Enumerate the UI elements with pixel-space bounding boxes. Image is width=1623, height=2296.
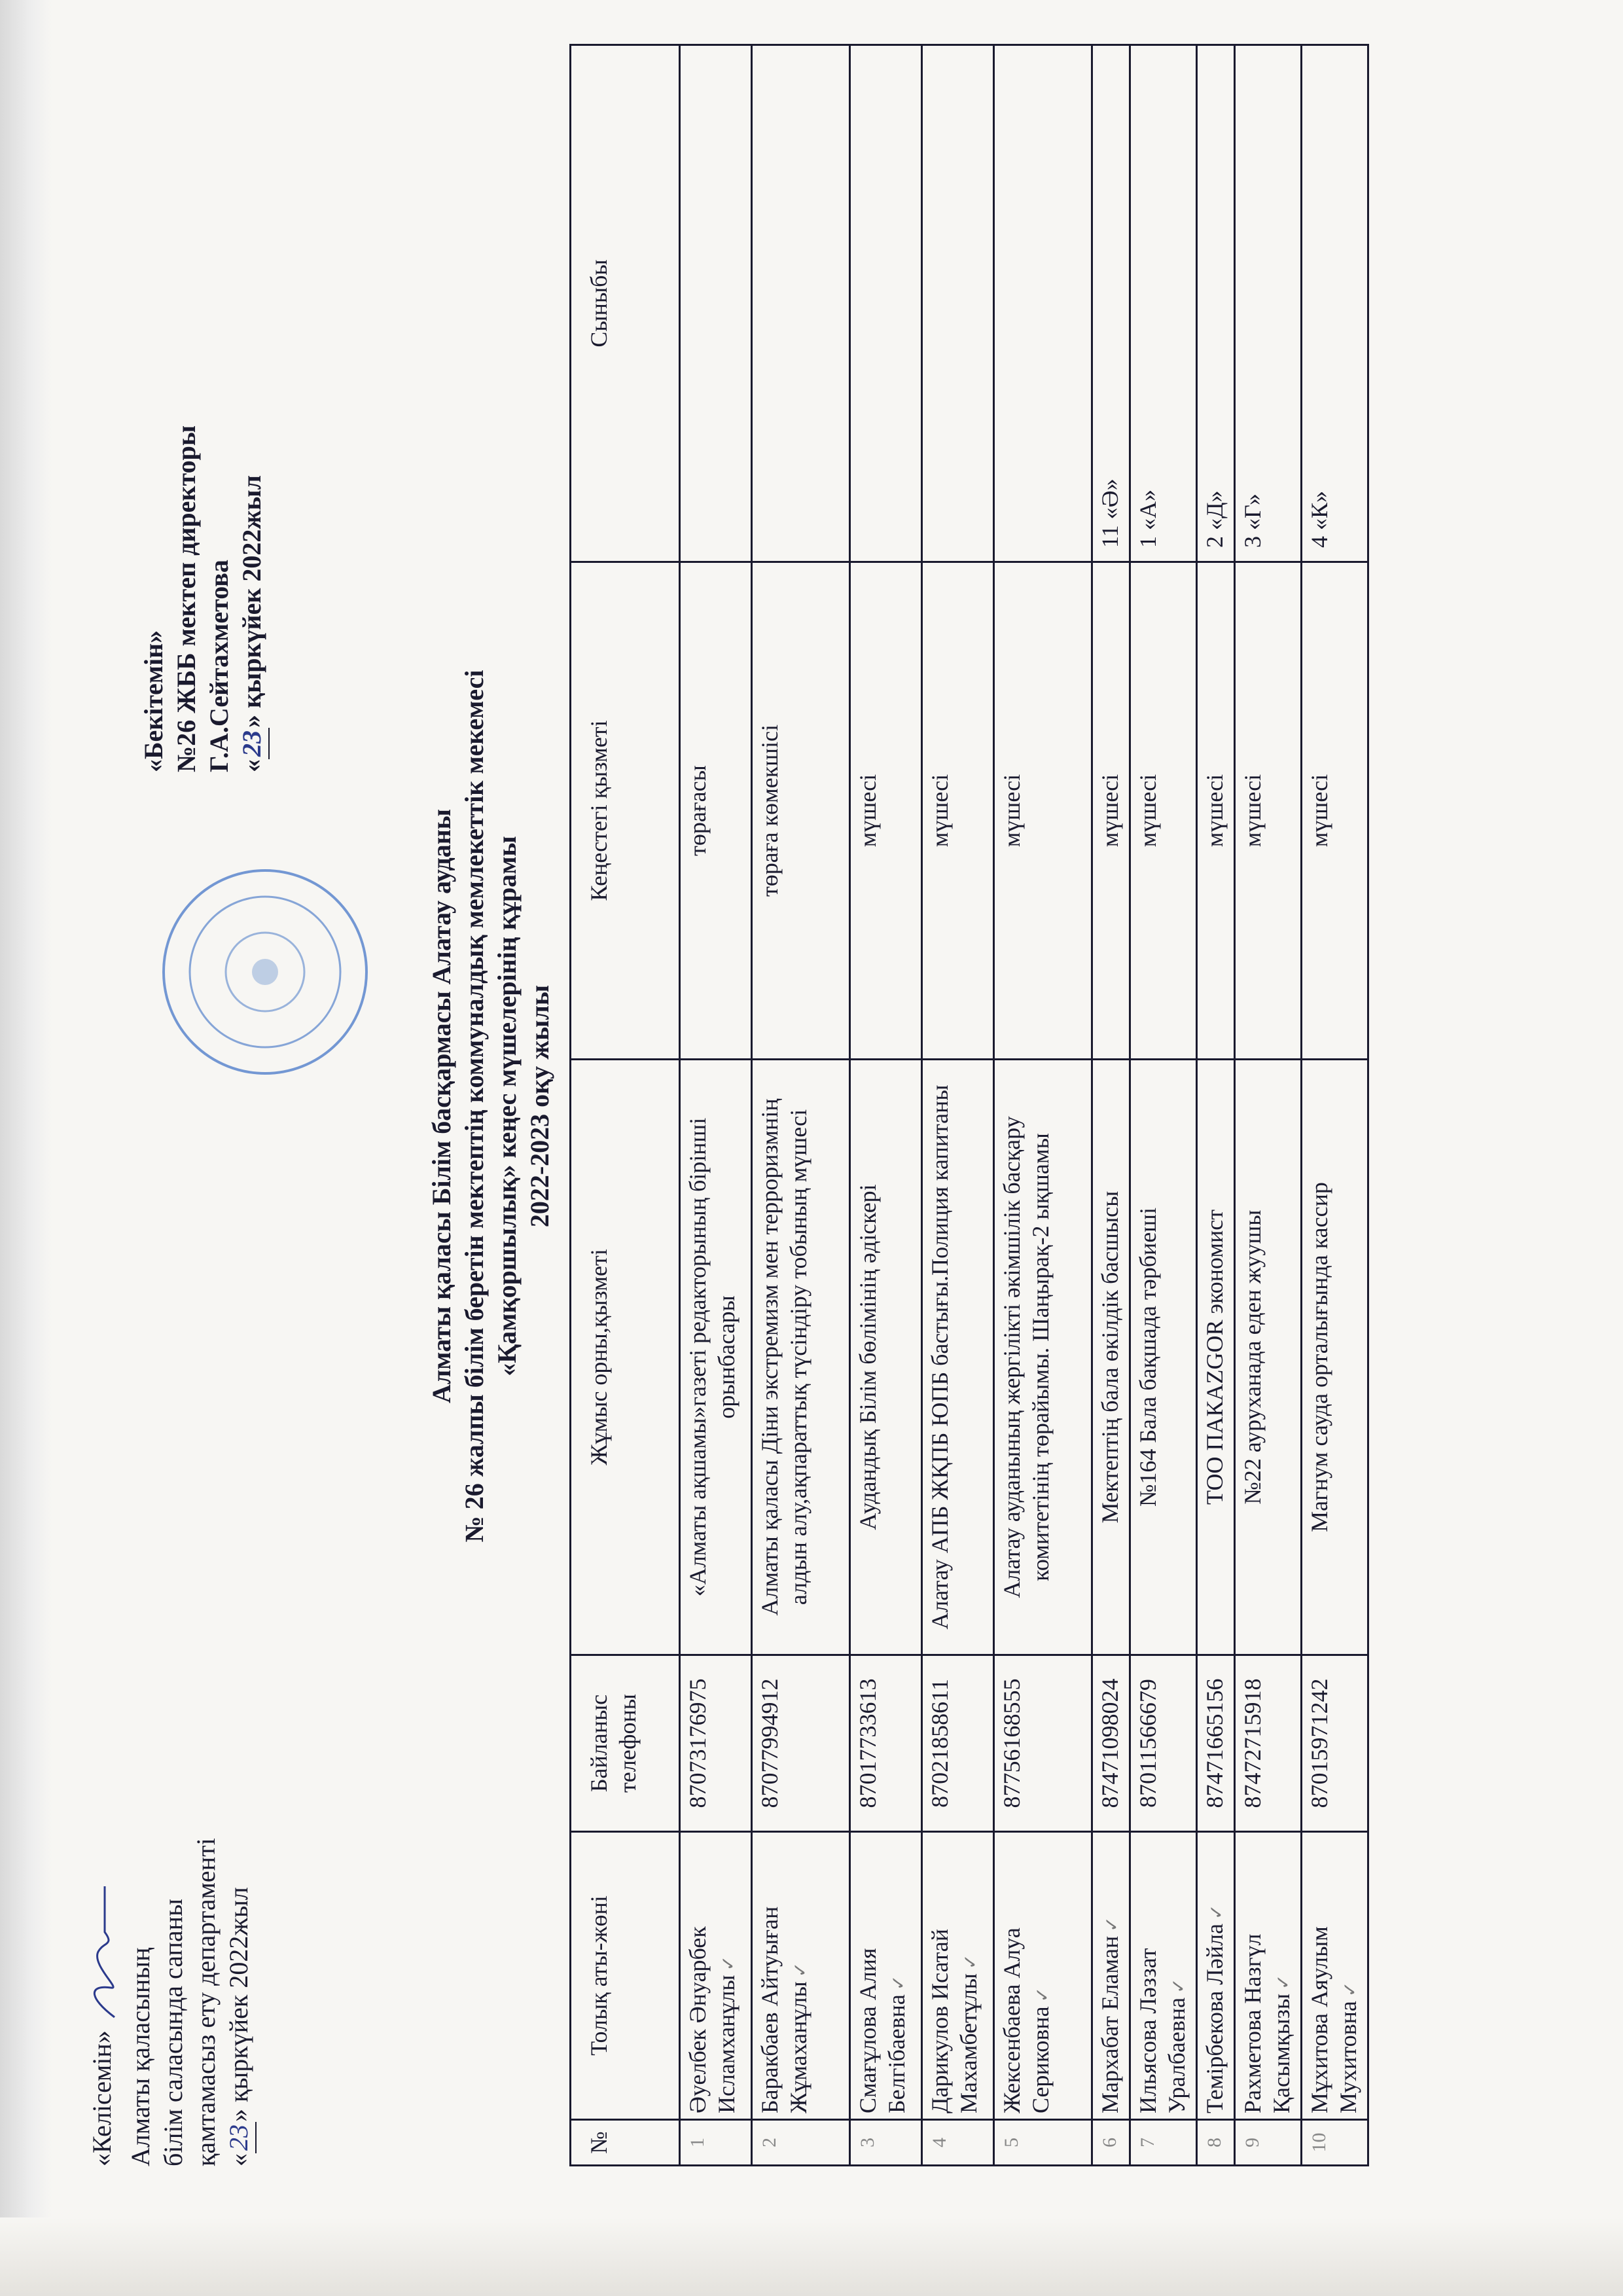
row-name-cell: Мархабат Еламан✓ (1092, 1832, 1130, 2120)
row-name-cell: Жексенбаева Алуа Сериковна✓ (994, 1832, 1092, 2120)
scan-left-edge (0, 0, 52, 2296)
row-phone-cell: 87015971242 (1302, 1655, 1368, 1832)
check-tick-icon: ✓ (717, 1955, 739, 1971)
row-class-cell (752, 45, 850, 562)
approval-left-line1: Алматы қаласының (126, 1947, 155, 2166)
row-work-cell: №22 ауруханада еден жуушы (1235, 1060, 1302, 1655)
row-class-cell (922, 45, 994, 562)
row-num-cell: 3 (850, 2120, 922, 2166)
table-header-row (571, 45, 680, 2166)
row-role-cell: мүшесі (1197, 562, 1235, 1060)
row-role-cell: төрағасы (680, 562, 752, 1060)
approval-right-line1: №26 ЖББ мектеп директоры (171, 425, 201, 772)
row-role-cell: мүшесі (1130, 562, 1197, 1060)
document-sheet (59, 26, 1584, 2186)
table-row (850, 45, 922, 2166)
table-row (1235, 45, 1302, 2166)
table-row (1197, 45, 1235, 2166)
table-row (1302, 45, 1368, 2166)
header-num: № (571, 2120, 680, 2166)
title-line1: Алматы қаласы Білім басқармасы Алатау ауданы (427, 808, 456, 1404)
row-num-cell: 10 (1302, 2120, 1368, 2166)
row-class-cell: 11 «Ә» (1092, 45, 1130, 562)
header-work: Жұмыс орны,қызметі (571, 1060, 680, 1655)
row-class-cell: 3 «Г» (1235, 45, 1302, 562)
row-num-cell: 4 (922, 2120, 994, 2166)
row-name-cell: Әуелбек Әнуарбек Исламханұлы✓ (680, 1832, 752, 2120)
row-phone-cell: 87077994912 (752, 1655, 850, 1832)
row-role-cell: мүшесі (850, 562, 922, 1060)
approval-left-block (85, 1512, 257, 2166)
row-name-cell: Рахметова Назгүл Қасымқызы✓ (1235, 1832, 1302, 2120)
table-row (1130, 45, 1197, 2166)
row-num-cell: 5 (994, 2120, 1092, 2166)
row-class-cell (850, 45, 922, 562)
row-work-cell: Магнум сауда орталығында кассир (1302, 1060, 1368, 1655)
scan-bottom-edge (0, 2217, 1623, 2296)
approval-right-block (137, 52, 270, 772)
check-tick-icon: ✓ (1272, 1974, 1294, 1990)
row-phone-cell: 87756168555 (994, 1655, 1092, 1832)
check-tick-icon: ✓ (887, 1975, 909, 1991)
table-row (1092, 45, 1130, 2166)
row-work-cell: Алатау ауданының жергілікті әкімшілік басқару комитетінің төрайымы. Шаңырақ-2 ықшамы (994, 1060, 1092, 1655)
row-class-cell (680, 45, 752, 562)
row-work-cell: Мектептің бала өкілдік басшысы (1092, 1060, 1130, 1655)
row-num-cell: 6 (1092, 2120, 1130, 2166)
row-class-cell: 1 «А» (1130, 45, 1197, 562)
approval-right-date: «23» қыркүйек 2022жыл (236, 52, 270, 772)
row-num-cell: 1 (680, 2120, 752, 2166)
row-phone-cell: 87471665156 (1197, 1655, 1235, 1832)
table-row (994, 45, 1092, 2166)
title-line3: «Қамқоршылық» кеңес мүшелерінің құрамы (492, 836, 522, 1376)
row-work-cell: №164 Бала бақшада тәрбиеші (1130, 1060, 1197, 1655)
row-role-cell: мүшесі (1092, 562, 1130, 1060)
row-phone-cell: 87021858611 (922, 1655, 994, 1832)
row-work-cell: ТОО ПАКAZGOR экономист (1197, 1060, 1235, 1655)
row-name-cell: Мұхитова Аяулым Мухитовна✓ (1302, 1832, 1368, 2120)
header-class: Сыныбы (571, 45, 680, 562)
approval-left-title: «Келісемін» (87, 2030, 117, 2166)
approval-left-line2: білім саласында сапаны (158, 1899, 188, 2166)
row-phone-cell: 87471098024 (1092, 1655, 1130, 1832)
members-table (569, 44, 1369, 2166)
document-title (425, 157, 556, 2055)
check-tick-icon: ✓ (1031, 1986, 1053, 2003)
check-tick-icon: ✓ (789, 1962, 811, 1978)
header-phone: Байланыс телефоны (571, 1655, 680, 1832)
row-class-cell: 4 «К» (1302, 45, 1368, 562)
check-tick-icon: ✓ (959, 1954, 981, 1970)
check-tick-icon: ✓ (1101, 1916, 1122, 1932)
row-role-cell: төраға көмекшісі (752, 562, 850, 1060)
row-num-cell: 7 (1130, 2120, 1197, 2166)
check-tick-icon: ✓ (1168, 1978, 1189, 1994)
row-phone-cell: 87017733613 (850, 1655, 922, 1832)
row-work-cell: Аудандық Білім бөлімінің әдіскері (850, 1060, 922, 1655)
row-role-cell: мүшесі (1302, 562, 1368, 1060)
row-name-cell: Смағұлова Алия Белгібаевна✓ (850, 1832, 922, 2120)
signature-mark-icon (85, 1880, 124, 2024)
row-name-cell: Дарикулов Исатай Махамбетұлы✓ (922, 1832, 994, 2120)
row-name-cell: Ильясова Ләззат Уралбаевна✓ (1130, 1832, 1197, 2120)
row-work-cell: Алатау АПБ ЖҚПБ ЮПБ бастығы.Полиция капитаны (922, 1060, 994, 1655)
row-phone-cell: 87472715918 (1235, 1655, 1302, 1832)
row-role-cell: мүшесі (922, 562, 994, 1060)
check-tick-icon: ✓ (1205, 1904, 1227, 1920)
row-num-cell: 8 (1197, 2120, 1235, 2166)
check-tick-icon: ✓ (1339, 1981, 1361, 1998)
row-num-cell: 2 (752, 2120, 850, 2166)
row-class-cell: 2 «Д» (1197, 45, 1235, 562)
row-role-cell: мүшесі (994, 562, 1092, 1060)
row-work-cell: Алматы қаласы Діни экстремизм мен терроризмнің алдын алу,ақпараттық түсіндіру тобының мүшесі (752, 1060, 850, 1655)
header-name: Толық аты-жөні (571, 1832, 680, 2120)
members-table-wrap (569, 46, 1369, 2166)
approval-left-date: «23» қыркүйек 2022жыл (223, 1512, 257, 2166)
approval-right-title: «Бекітемін» (139, 630, 168, 772)
row-name-cell: Баракбаев Айтуыған Жұмаханұлы✓ (752, 1832, 850, 2120)
row-name-cell: Темірбекова Ләйла✓ (1197, 1832, 1235, 2120)
row-class-cell (994, 45, 1092, 562)
row-num-cell: 9 (1235, 2120, 1302, 2166)
table-row (922, 45, 994, 2166)
row-role-cell: мүшесі (1235, 562, 1302, 1060)
round-seal-icon (157, 864, 373, 1080)
approval-right-line2: Г.А.Сейтахметова (204, 560, 234, 772)
header-role: Кеңестегі қызметі (571, 562, 680, 1060)
title-line2: № 26 жалпы білім беретін мектептің коммуналдық мемлекеттік мекемесі (459, 670, 489, 1543)
title-line4: 2022-2023 оқу жылы (525, 984, 554, 1228)
row-phone-cell: 87073176975 (680, 1655, 752, 1832)
approval-left-line3: қамтамасыз ету департаменті (191, 1838, 221, 2166)
row-work-cell: «Алматы ақшамы»газеті редакторының бірінші орынбасары (680, 1060, 752, 1655)
row-phone-cell: 87011566679 (1130, 1655, 1197, 1832)
table-row (680, 45, 752, 2166)
table-row (752, 45, 850, 2166)
